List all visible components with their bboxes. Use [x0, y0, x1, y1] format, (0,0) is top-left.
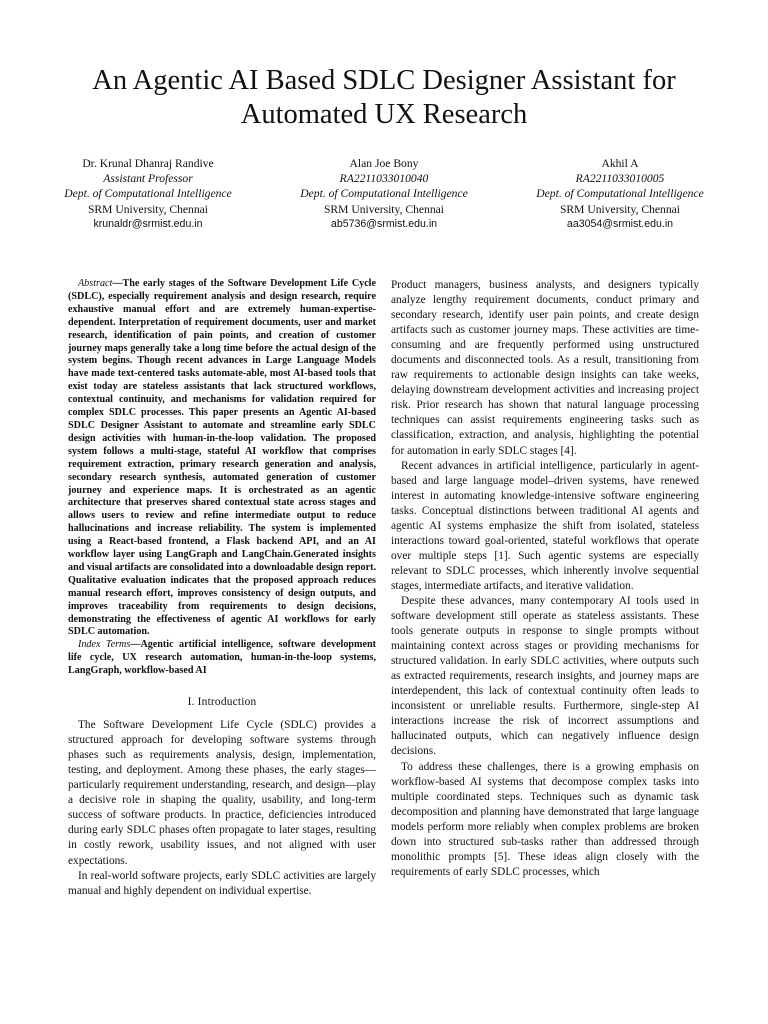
paragraph: In real-world software projects, early SDLC activities are largely manual and highly dependent on individual expertise.: [68, 869, 376, 897]
author-name: Dr. Krunal Dhanraj Randive: [82, 157, 214, 170]
author-dept: Dept. of Computational Intelligence: [64, 187, 232, 201]
index-terms: [68, 639, 376, 678]
left-column: [68, 278, 376, 899]
author-3: [500, 156, 740, 232]
section-heading: I. Introduction: [187, 696, 257, 709]
author-role: RA2211033010040: [339, 172, 429, 186]
index-terms-label: Index Terms: [78, 639, 131, 651]
author-email: ab5736@srmist.edu.in: [330, 217, 438, 230]
author-email: aa3054@srmist.edu.in: [566, 217, 674, 230]
author-name: Akhil A: [601, 157, 639, 170]
abstract-text: —The early stages of the Software Development Life Cycle (SDLC), especially requirement analysis and design research, require exhaustive manual effort and are extremely human-expertise-dependent. Interpretation of requirement documents, user and market research, identification of pain points, and creation of customer journey maps generally take a long time before the actual design of the system begins. Though recent advances in Large Language Models have made text-centered tasks automate-able, most AI-based tools that exist today are stateless assistants that lack structured workflows, contextual continuity, and mechanisms for validation required for complex SDLC processes. This paper presents an Agentic AI-based SDLC Designer Assistant to automate and streamline early SDLC design activities with human-in-the-loop validation. The proposed system follows a multi-stage, stateful AI workflow that comprises requirement extraction, primary research generation and analysis, secondary research synthesis, automated generation of customer journey and experience maps. It is orchestrated as an agentic architecture that preserves shared contextual state across stages and allows users to review and refine intermediate output to reduce hallucinations and increase reliability. The system is implemented using a React-based frontend, a Flask backend API, and an AI workflow layer using LangGraph and LangChain.Generated insights and visual artifacts are consolidated into a downloadable design report. Qualitative evaluation indicates that the proposed approach reduces manual research effort, improves consistency of design outputs, and improves traceability from requirements to design decisions, demonstrating the effectiveness of agentic AI workflows for early SDLC automation.: [68, 278, 376, 638]
paragraph: The Software Development Life Cycle (SDLC) provides a structured approach for developing software systems through phases such as requirements analysis, design, implementation, testing, and deployment. Among these phases, the early stages—particularly requirement understanding, research, and design—play a decisive role in shaping the quality, usability, and long-term success of software products. In practice, deficiencies introduced during early SDLC phases often propagate to later stages, resulting in costly rework, usability issues, and not aligned with user expectations.: [68, 719, 376, 867]
index-terms-text: —Agentic artificial intelligence, software development life cycle, UX research automation, human-in-the-loop systems, LangGraph, workflow-based AI: [68, 639, 376, 677]
author-dept: Dept. of Computational Intelligence: [300, 187, 468, 201]
author-email: krunaldr@srmist.edu.in: [93, 217, 203, 230]
paragraph: Despite these advances, many contemporary AI tools used in software development still operate as stateless assistants. These tools generate outputs in response to single prompts without maintaining context across stages or providing mechanisms for structured validation. In early SDLC activities, where outputs such as extracted requirements, research insights, and journey maps are interdependent, this lack of contextual continuity often leads to inconsistent or unreliable results. Furthermore, single-step AI interactions increase the risk of incorrect assumptions and hallucinated outputs, which can negatively influence design decisions.: [391, 594, 699, 758]
paragraph: Recent advances in artificial intelligence, particularly in agent-based and large language model–driven systems, have renewed interest in automating knowledge-intensive software engineering tasks. Conceptual distinctions between traditional AI agents and agentic AI systems emphasize the shift from isolated, stateless interactions toward goal-oriented, stateful workflows that operate over multiple steps [1]. Such agentic systems are especially relevant to SDLC processes, which inherently involve sequential stages, intermediate artifacts, and iterative validation.: [391, 459, 699, 592]
paragraph: Product managers, business analysts, and designers typically analyze lengthy requirement documents, conduct primary and secondary research, identify user pain points, and create design artifacts such as customer journey maps. These activities are time-consuming and are frequently performed using unstructured documents and disconnected tools. As a result, transitioning from raw requirements to actionable design insights can take weeks, delaying downstream development activities and increasing project risk. Prior research has shown that natural language processing techniques can assist requirements engineering tasks such as classification, extraction, and analysis, highlighting the potential for automation in early SDLC stages [4].: [391, 279, 699, 457]
paper-title: An Agentic AI Based SDLC Designer Assistant for Automated UX Research: [92, 65, 676, 130]
author-affiliation: SRM University, Chennai: [87, 202, 208, 216]
author-dept: Dept. of Computational Intelligence: [536, 187, 704, 201]
author-name: Alan Joe Bony: [349, 157, 419, 170]
author-affiliation: SRM University, Chennai: [323, 202, 444, 216]
author-affiliation: SRM University, Chennai: [559, 202, 680, 216]
paragraph: To address these challenges, there is a growing emphasis on workflow-based AI systems that decompose complex tasks into multiple coordinated steps. Techniques such as dynamic task decomposition and planning have demonstrated that large language models perform more reliably when complex problems are broken down into structured sub-tasks rather than addressed through monolithic prompts [5]. These ideas align closely with the requirements of early SDLC processes, which: [391, 760, 699, 878]
author-block: [40, 156, 728, 236]
author-role: RA2211033010005: [575, 172, 665, 186]
author-role: Assistant Professor: [103, 172, 193, 186]
right-column: [391, 278, 699, 880]
author-2: [264, 156, 504, 232]
abstract: [68, 278, 376, 639]
author-1: [28, 156, 268, 232]
abstract-label: Abstract: [78, 278, 113, 289]
